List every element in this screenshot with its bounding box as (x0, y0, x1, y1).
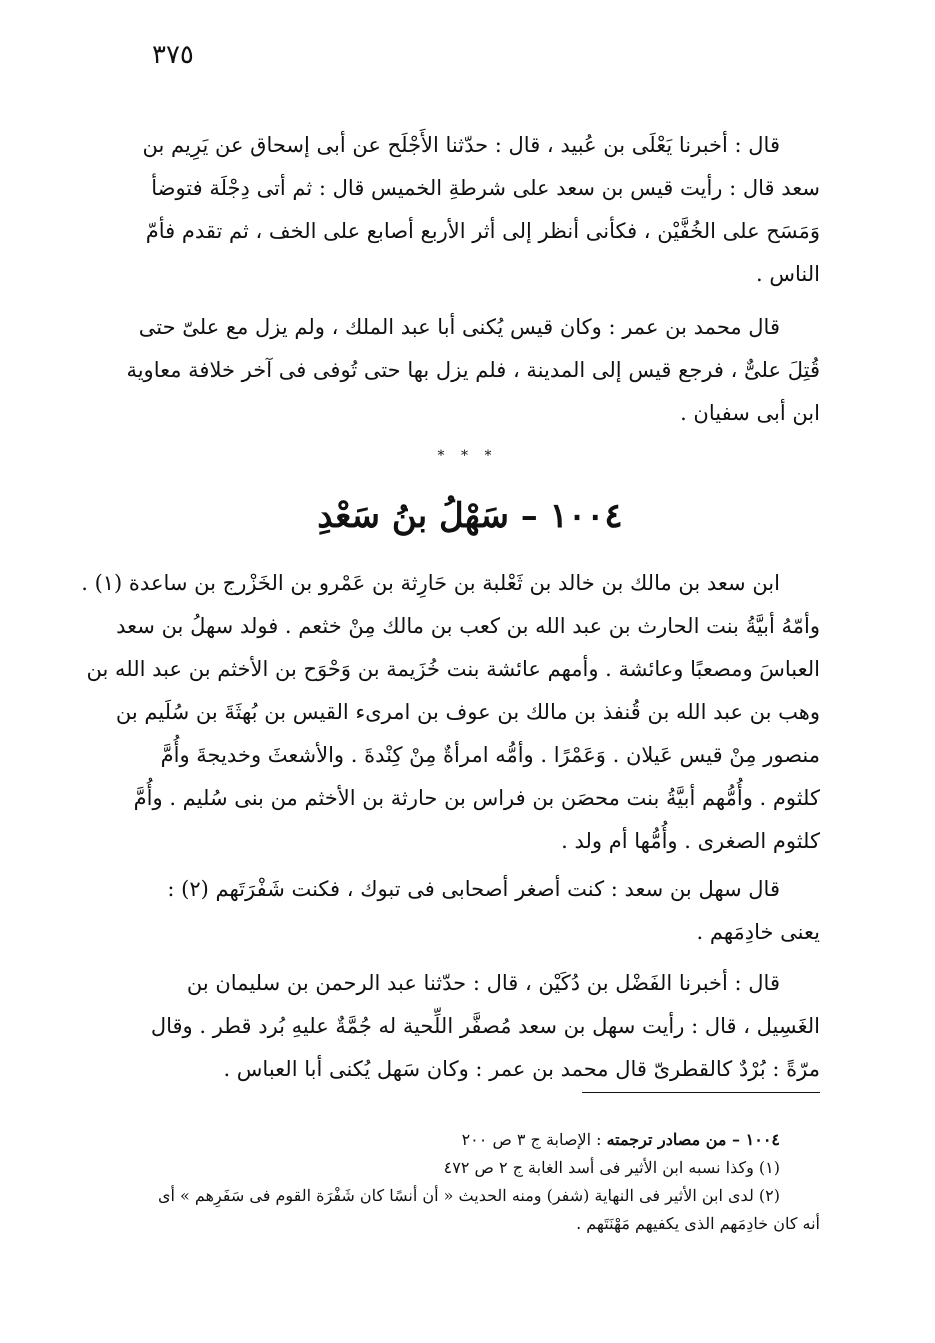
text-line: قال : أخبرنا الفَضْل بن دُكَيْن ، قال : حدّثنا عبد الرحمن بن سليمان بن (186, 971, 780, 995)
footnote-sources-label: ١٠٠٤ – من مصادر ترجمته (606, 1130, 780, 1149)
footnote-sources (120, 1126, 820, 1154)
text-line: منصور مِنْ قيس عَيلان . وَعَمْرًا . وأمُّه امرأةٌ مِنْ كِنْدةَ . والأشعثَ وخديجةَ وأُمَّ (160, 743, 820, 767)
paragraph-3 (81, 562, 820, 863)
text-line: وهب بن عبد الله بن قُنفذ بن مالك بن عوف بن امرىء القيس بن بُهثَةَ بن سُلَيم بن (115, 700, 820, 724)
text-line: الناس . (756, 262, 820, 286)
text-line: ابن أبى سفيان . (680, 401, 820, 425)
text-line: مرّةً : بُرْدٌ كالقطرىّ قال محمد بن عمر : وكان سَهل يُكنى أبا العباس . (223, 1057, 820, 1081)
text-line: قال سهل بن سعد : كنت أصغر أصحابى فى تبوك ، فكنت شَفْرَتَهم (٢) : (167, 877, 780, 901)
text-line: كلثوم . وأُمُّهم أبيَّةُ بنت محصَن بن فراس بن حارثة بن الأخثم من بنى سُليم . وأُمَّ (133, 786, 820, 810)
text-line: ابن سعد بن مالك بن خالد بن ثَعْلبة بن حَارِثة بن عَمْرو بن الخَزْرج بن ساعدة (١) . (81, 571, 780, 595)
text-line: يعنى خادِمَهم . (696, 920, 820, 944)
text-line: وَمَسَح على الخُفَّيْن ، فكأنى أنظر إلى أثر الأربع أصابع على الخف ، ثم تقدم فأمّ (145, 219, 820, 243)
footnote-1: (١) وكذا نسبه ابن الأثير فى أسد الغابة ج ٢ ص ٤٧٢ (443, 1158, 780, 1177)
paragraph-2 (120, 306, 820, 435)
text-line: العباسَ ومصعبًا وعائشة . وأمهم عائشة بنت خُزَيمة بن وَحْوَح بن الأخثم بن عبد الله بن (86, 657, 820, 681)
text-line: قال : أخبرنا يَعْلَى بن عُبيد ، قال : حدّثنا الأَجْلَح عن أبى إسحاق عن يَرِيم بن (142, 133, 780, 157)
text-line: كلثوم الصغرى . وأُمُّها أم ولد . (561, 829, 820, 853)
footnote-2-line-1: (٢) لدى ابن الأثير فى النهاية (شفر) ومنه الحديث « أن أنسًا كان شَفْرَة القوم فى سَفَرِهم » أى (157, 1186, 780, 1205)
page-number: ٣٧٥ (152, 40, 194, 70)
paragraph-4 (120, 868, 820, 954)
text-line: سعد قال : رأيت قيس بن سعد على شرطةِ الخميس قال : ثم أتى دِجْلَة فتوضأ (151, 176, 820, 200)
text-line: الغَسِيل ، قال : رأيت سهل بن سعد مُصفَّر اللِّحية له جُمَّةٌ عليهِ بُرد قطر . وقال (150, 1014, 820, 1038)
footnote-divider (582, 1092, 820, 1093)
footnotes (120, 1126, 820, 1238)
text-line: وأمّهُ أبيَّةُ بنت الحارث بن عبد الله بن كعب بن مالك مِنْ خثعم . فولد سهلُ بن سعد (116, 614, 820, 638)
section-separator: * * * (437, 448, 498, 464)
text-line: قُتِلَ علىٌّ ، فرجع قيس إلى المدينة ، فلم يزل بها حتى تُوفى فى آخر خلافة معاوية (126, 358, 820, 382)
footnote-sources-text: : الإصابة ج ٣ ص ٢٠٠ (461, 1130, 607, 1149)
footnote-2-line-2: أنه كان خادِمَهم الذى يكفيهم مَهْنَتَهم . (576, 1214, 820, 1233)
text-line: قال محمد بن عمر : وكان قيس يُكنى أبا عبد الملك ، ولم يزل مع علىّ حتى (138, 315, 780, 339)
biography-heading: ١٠٠٤ – سَهْلُ بنُ سَعْدِ (317, 496, 623, 536)
paragraph-5 (120, 962, 820, 1091)
paragraph-1 (120, 124, 820, 296)
